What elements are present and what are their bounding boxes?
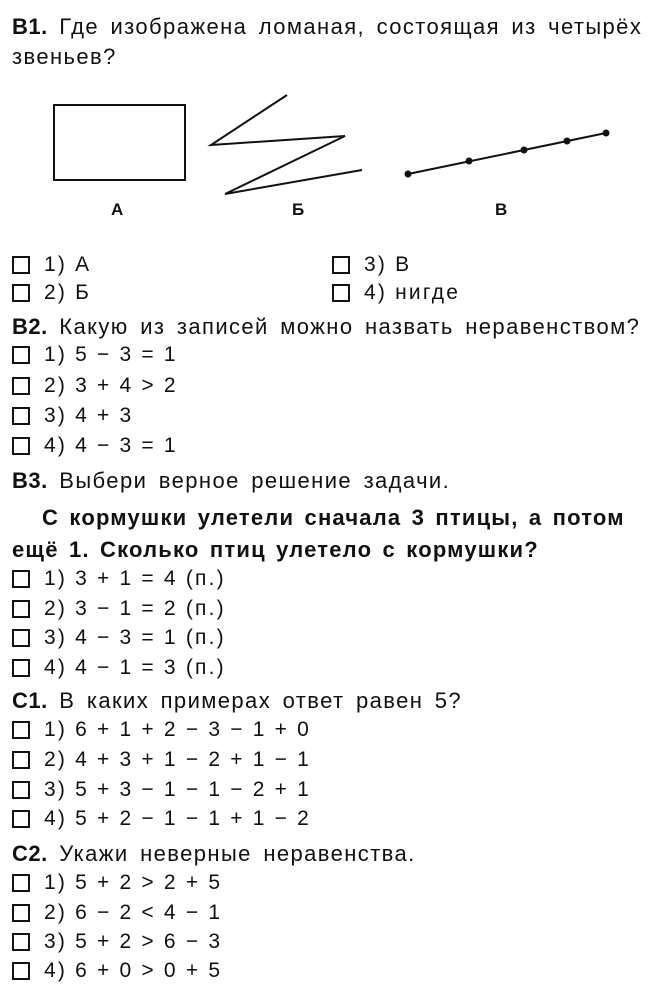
option-label: 4) 6 + 0 > 0 + 5 <box>44 959 223 982</box>
option-label: 4) нигде <box>364 281 461 304</box>
option-label: 3) 5 + 3 − 1 − 1 − 2 + 1 <box>44 778 312 801</box>
c2-option-3[interactable] <box>12 929 222 955</box>
figure-v-label: В <box>495 200 508 219</box>
b1-option-3[interactable] <box>332 252 411 278</box>
option-label: 2) 6 − 2 < 4 − 1 <box>44 901 223 924</box>
b3-problem-line2: ещё 1. Сколько птиц улетело с кормушки? <box>12 537 539 562</box>
b1-option-4[interactable] <box>332 280 460 306</box>
option-label: 4) 4 − 3 = 1 <box>44 434 178 457</box>
question-b2-prompt: Какую из записей можно назвать неравенством? <box>59 314 641 339</box>
option-label: 1) 6 + 1 + 2 − 3 − 1 + 0 <box>44 718 312 741</box>
option-label: 2) Б <box>44 281 92 304</box>
checkbox[interactable] <box>332 256 350 274</box>
b3-option-2[interactable] <box>12 596 226 622</box>
question-b3-text <box>12 466 450 496</box>
checkbox[interactable] <box>12 904 30 922</box>
b3-option-4[interactable] <box>12 655 226 681</box>
question-b3-prompt: Выбери верное решение задачи. <box>59 468 451 493</box>
option-label: 1) 5 + 2 > 2 + 5 <box>44 871 223 894</box>
question-c1-text <box>12 686 462 716</box>
option-label: 3) 4 + 3 <box>44 404 134 427</box>
b2-option-2[interactable] <box>12 373 178 399</box>
figure-b-label: Б <box>292 200 305 219</box>
checkbox[interactable] <box>12 377 30 395</box>
b1-figures <box>0 0 668 240</box>
option-label: 1) 3 + 1 = 4 (п.) <box>44 567 226 590</box>
question-b1-line2: звеньев? <box>12 44 117 69</box>
c1-option-4[interactable] <box>12 806 311 832</box>
b2-option-1[interactable] <box>12 342 178 368</box>
checkbox[interactable] <box>12 781 30 799</box>
question-c1-prompt: В каких примерах ответ равен 5? <box>59 688 463 713</box>
question-b2-number: B2. <box>12 314 48 339</box>
question-b3-number: B3. <box>12 468 48 493</box>
option-label: 2) 3 − 1 = 2 (п.) <box>44 597 226 620</box>
checkbox[interactable] <box>332 284 350 302</box>
b3-option-3[interactable] <box>12 625 226 651</box>
b3-option-1[interactable] <box>12 566 226 592</box>
c1-option-3[interactable] <box>12 777 311 803</box>
checkbox[interactable] <box>12 437 30 455</box>
option-label: 2) 4 + 3 + 1 − 2 + 1 − 1 <box>44 748 312 771</box>
checkbox[interactable] <box>12 874 30 892</box>
checkbox[interactable] <box>12 284 30 302</box>
c2-option-4[interactable] <box>12 958 222 984</box>
checkbox[interactable] <box>12 962 30 980</box>
option-label: 2) 3 + 4 > 2 <box>44 374 178 397</box>
b2-option-4[interactable] <box>12 433 178 459</box>
checkbox[interactable] <box>12 346 30 364</box>
question-b1-number: B1. <box>12 14 48 39</box>
option-label: 3) 4 − 3 = 1 (п.) <box>44 626 226 649</box>
option-label: 3) В <box>364 253 412 276</box>
checkbox[interactable] <box>12 810 30 828</box>
option-label: 4) 4 − 1 = 3 (п.) <box>44 656 226 679</box>
b3-problem-line1: С кормушки улетели сначала 3 птицы, а потом <box>42 505 625 530</box>
checkbox[interactable] <box>12 751 30 769</box>
checkbox[interactable] <box>12 933 30 951</box>
question-b1-line1: Где изображена ломаная, состоящая из четырёх <box>59 14 643 39</box>
c1-option-1[interactable] <box>12 717 311 743</box>
checkbox[interactable] <box>12 256 30 274</box>
checkbox[interactable] <box>12 659 30 677</box>
checkbox[interactable] <box>12 407 30 425</box>
figure-b-polyline <box>211 95 362 194</box>
option-label: 1) А <box>44 253 92 276</box>
figure-a-label: А <box>111 200 124 219</box>
question-b2-text <box>12 312 640 342</box>
figure-a-rectangle <box>54 105 185 180</box>
checkbox[interactable] <box>12 600 30 618</box>
b2-option-3[interactable] <box>12 403 133 429</box>
c2-option-2[interactable] <box>12 900 222 926</box>
b1-option-1[interactable] <box>12 252 91 278</box>
option-label: 4) 5 + 2 − 1 − 1 + 1 − 2 <box>44 807 312 830</box>
figure-v-segment <box>405 130 610 178</box>
option-label: 1) 5 − 3 = 1 <box>44 343 178 366</box>
c1-option-2[interactable] <box>12 747 311 773</box>
b3-problem-text <box>12 502 656 566</box>
question-c2-number: C2. <box>12 841 48 866</box>
b1-option-2[interactable] <box>12 280 91 306</box>
checkbox[interactable] <box>12 570 30 588</box>
checkbox[interactable] <box>12 629 30 647</box>
question-c2-text <box>12 839 416 869</box>
c2-option-1[interactable] <box>12 870 222 896</box>
question-c1-number: C1. <box>12 688 48 713</box>
option-label: 3) 5 + 2 > 6 − 3 <box>44 930 223 953</box>
question-c2-prompt: Укажи неверные неравенства. <box>59 841 416 866</box>
checkbox[interactable] <box>12 721 30 739</box>
